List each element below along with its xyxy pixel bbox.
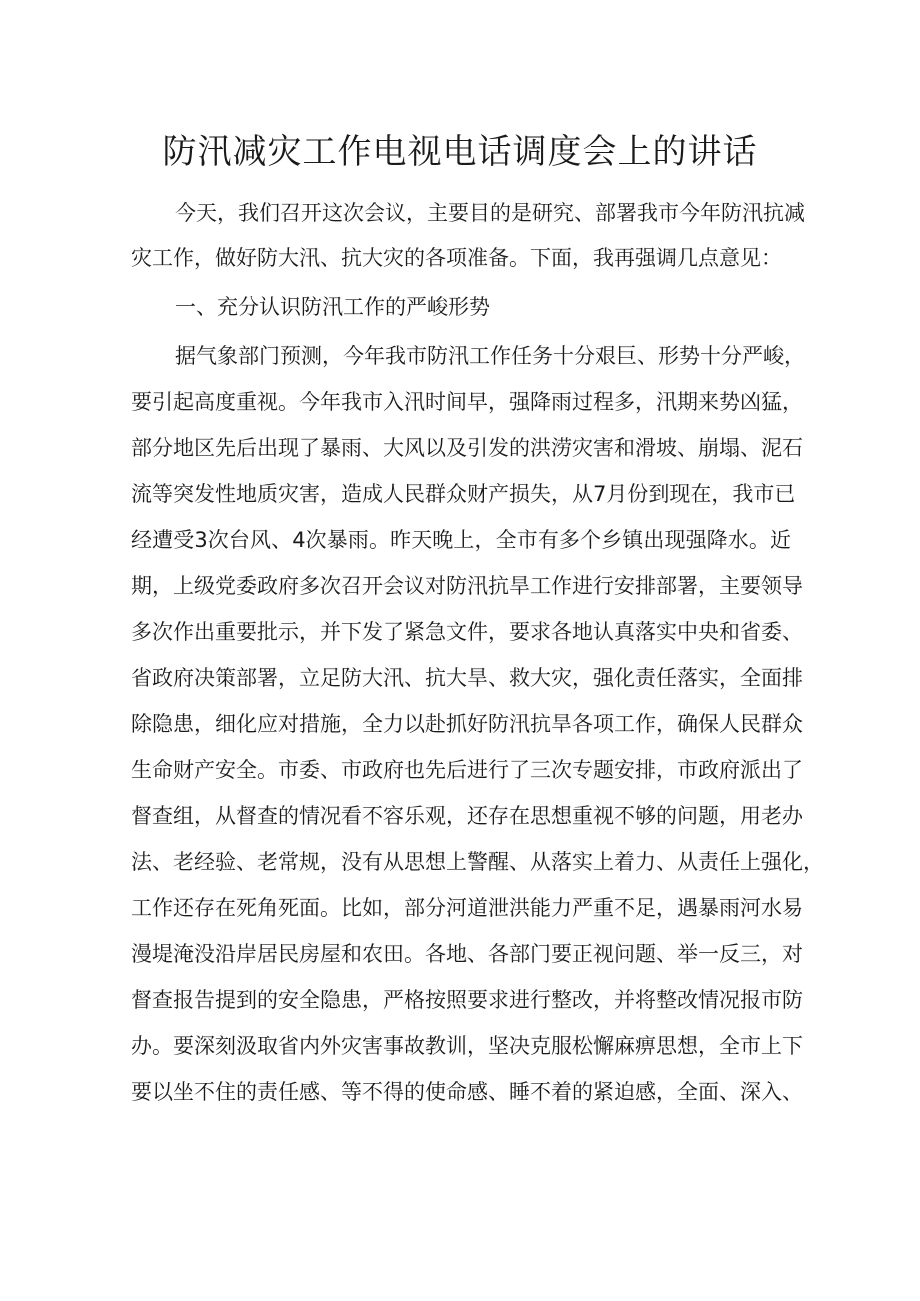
- paragraph-line: 部分地区先后出现了暴雨、大风以及引发的洪涝灾害和滑坡、崩塌、泥石: [131, 436, 803, 460]
- section-heading: 一、充分认识防汛工作的严峻形势: [175, 295, 490, 319]
- paragraph-line: 漫堤淹没沿岸居民房屋和农田。各地、各部门要正视问题、举一反三，对: [131, 942, 803, 966]
- document-title: 防汛减灾工作电视电话调度会上的讲话: [162, 132, 758, 172]
- paragraph-line: 期，上级党委政府多次召开会议对防汛抗旱工作进行安排部署，主要领导: [131, 574, 803, 598]
- paragraph-line: 经遭受3次台风、4次暴雨。昨天晚上，全市有多个乡镇出现强降水。近: [131, 528, 791, 552]
- paragraph-line: 办。要深刻汲取省内外灾害事故教训，坚决克服松懈麻痹思想，全市上下: [131, 1034, 803, 1058]
- paragraph-line: 除隐患，细化应对措施，全力以赴抓好防汛抗旱各项工作，确保人民群众: [131, 712, 803, 736]
- paragraph-line: 省政府决策部署，立足防大汛、抗大旱、救大灾，强化责任落实，全面排: [131, 666, 803, 690]
- paragraph-line: 今天，我们召开这次会议，主要目的是研究、部署我市今年防汛抗减: [175, 201, 805, 225]
- paragraph-line: 要引起高度重视。今年我市入汛时间早，强降雨过程多，汛期来势凶猛，: [131, 390, 803, 414]
- paragraph-line: 要以坐不住的责任感、等不得的使命感、睡不着的紧迫感，全面、深入、: [131, 1080, 803, 1104]
- paragraph-line: 流等突发性地质灾害，造成人民群众财产损失，从7月份到现在，我市已: [131, 482, 796, 506]
- paragraph-line: 生命财产安全。市委、市政府也先后进行了三次专题安排，市政府派出了: [131, 758, 803, 782]
- paragraph-line: 督查报告提到的安全隐患，严格按照要求进行整改，并将整改情况报市防: [131, 988, 803, 1012]
- paragraph-line: 督查组，从督查的情况看不容乐观，还存在思想重视不够的问题，用老办: [131, 804, 803, 828]
- paragraph-line: 据气象部门预测，今年我市防汛工作任务十分艰巨、形势十分严峻，: [175, 344, 805, 368]
- paragraph-line: 法、老经验、老常规，没有从思想上警醒、从落实上着力、从责任上强化，: [131, 850, 824, 874]
- paragraph-line: 灾工作，做好防大汛、抗大灾的各项准备。下面，我再强调几点意见：: [131, 246, 782, 270]
- paragraph-line: 多次作出重要批示，并下发了紧急文件，要求各地认真落实中央和省委、: [131, 620, 803, 644]
- paragraph-line: 工作还存在死角死面。比如，部分河道泄洪能力严重不足，遇暴雨河水易: [131, 896, 803, 920]
